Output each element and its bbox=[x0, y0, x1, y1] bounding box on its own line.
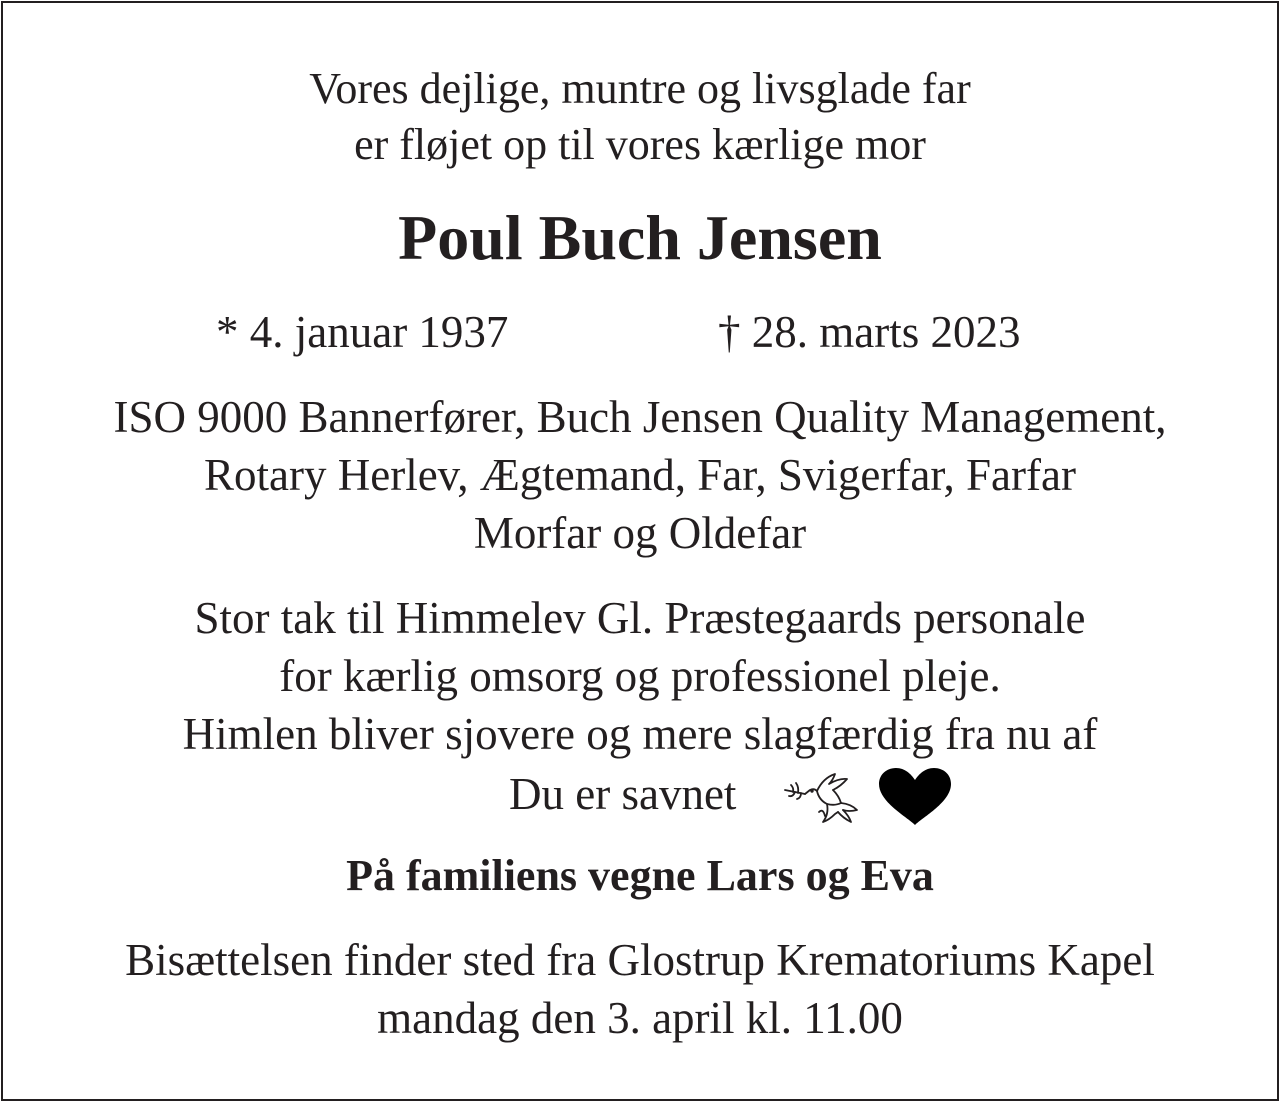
thanks-line-1: Stor tak til Himmelev Gl. Præstegaards personale bbox=[194, 593, 1086, 643]
heart-icon bbox=[877, 768, 953, 826]
thanks-line-3: Himlen bliver sjovere og mere slagfærdig fra nu af bbox=[182, 709, 1098, 759]
dove-icon bbox=[783, 770, 863, 832]
missed-row bbox=[0, 766, 1280, 826]
birth-date: * 4. januar 1937 bbox=[216, 307, 509, 357]
family-signature: På familiens vegne Lars og Eva bbox=[346, 851, 934, 900]
titles-line-2: Rotary Herlev, Ægtemand, Far, Svigerfar, Farfar bbox=[204, 450, 1076, 500]
titles-line-3: Morfar og Oldefar bbox=[473, 508, 807, 558]
intro-line-2: er fløjet op til vores kærlige mor bbox=[354, 120, 926, 169]
intro-line-1: Vores dejlige, muntre og livsglade far bbox=[309, 64, 971, 113]
funeral-line-2: mandag den 3. april kl. 11.00 bbox=[377, 993, 903, 1043]
thanks-line-2: for kærlig omsorg og professionel pleje. bbox=[279, 651, 1001, 701]
death-date: † 28. marts 2023 bbox=[718, 307, 1021, 357]
deceased-name: Poul Buch Jensen bbox=[398, 202, 882, 273]
funeral-line-1: Bisættelsen finder sted fra Glostrup Krematoriums Kapel bbox=[125, 935, 1155, 985]
titles-line-1: ISO 9000 Bannerfører, Buch Jensen Quality Management, bbox=[113, 392, 1167, 442]
missed-text: Du er savnet bbox=[509, 769, 737, 819]
